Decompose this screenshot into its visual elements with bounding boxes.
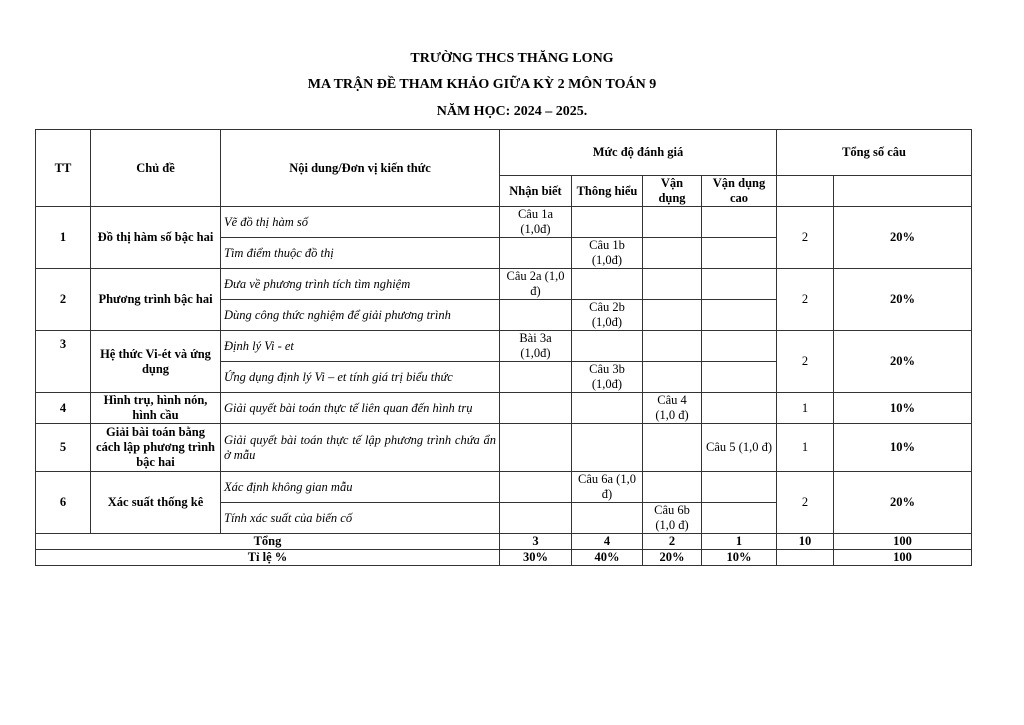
level-3-cell [643,269,702,300]
level-4-cell: Câu 5 (1,0 đ) [702,424,777,472]
total-level-2: 4 [572,534,643,550]
school-year: NĂM HỌC: 2024 – 2025. [436,104,588,119]
table-row [36,207,972,238]
topic-number: 3 [36,331,91,393]
level-1-cell [500,424,572,472]
question-count: 2 [777,269,834,331]
total-level-1: 3 [500,534,572,550]
level-1-cell [500,503,572,534]
level-2-cell: Câu 6a (1,0 đ) [572,472,643,503]
table-row [36,269,972,300]
level-3-cell: Câu 6b (1,0 đ) [643,503,702,534]
content-cell: Xác định không gian mẫu [221,472,500,503]
total-level-4: 1 [702,534,777,550]
content-cell: Đưa về phương trình tích tìm nghiệm [221,269,500,300]
question-count: 2 [777,207,834,269]
level-4-cell [702,472,777,503]
level-2-cell [572,331,643,362]
score-percent: 20% [834,331,972,393]
header-topic: Chủ đề [91,130,221,207]
level-1-cell: Câu 2a (1,0 đ) [500,269,572,300]
content-cell: Giải quyết bài toán thực tế liên quan đến hình trụ [221,393,500,424]
total-row [36,534,972,550]
topic-name: Phương trình bậc hai [91,269,221,331]
school-name: TRƯỜNG THCS THĂNG LONG [410,51,614,66]
ratio-level-2: 40% [572,550,643,566]
header-level-group: Mức độ đánh giá [500,130,777,176]
topic-name: Hệ thức Vi-ét và ứng dụng [91,331,221,393]
level-4-cell [702,362,777,393]
table-row [36,393,972,424]
content-cell: Định lý Vi - et [221,331,500,362]
level-4-cell [702,300,777,331]
question-count: 1 [777,393,834,424]
topic-name: Đồ thị hàm số bậc hai [91,207,221,269]
level-3-cell [643,238,702,269]
ratio-level-4: 10% [702,550,777,566]
level-1-cell [500,362,572,393]
header-level-3: Vận dụng [643,176,702,207]
total-count: 10 [777,534,834,550]
level-3-cell [643,472,702,503]
level-4-cell [702,331,777,362]
content-cell: Vẽ đồ thị hàm số [221,207,500,238]
ratio-percent: 100 [834,550,972,566]
document-title: MA TRẬN ĐỀ THAM KHẢO GIỮA KỲ 2 MÔN TOÁN 9 [307,77,657,92]
header-tt: TT [36,130,91,207]
header-total-questions: Tổng số câu [777,130,972,176]
content-cell: Tính xác suất của biến cố [221,503,500,534]
question-count: 1 [777,424,834,472]
level-1-cell [500,300,572,331]
topic-number: 5 [36,424,91,472]
content-cell: Giải quyết bài toán thực tế lập phương trình chứa ẩn ở mẫu [221,424,500,472]
level-3-cell [643,331,702,362]
content-cell: Ứng dụng định lý Vi – et tính giá trị biểu thức [221,362,500,393]
level-2-cell [572,269,643,300]
ratio-label: Tỉ lệ % [36,550,500,566]
score-percent: 10% [834,393,972,424]
header-content: Nội dung/Đơn vị kiến thức [221,130,500,207]
topic-number: 4 [36,393,91,424]
level-3-cell [643,424,702,472]
total-percent: 100 [834,534,972,550]
level-1-cell [500,472,572,503]
level-4-cell [702,269,777,300]
score-percent: 10% [834,424,972,472]
topic-number: 1 [36,207,91,269]
level-1-cell: Bài 3a (1,0đ) [500,331,572,362]
score-percent: 20% [834,207,972,269]
level-1-cell [500,393,572,424]
level-2-cell [572,424,643,472]
level-2-cell [572,393,643,424]
header-empty-percent [834,176,972,207]
topic-name: Hình trụ, hình nón, hình cầu [91,393,221,424]
level-2-cell: Câu 1b (1,0đ) [572,238,643,269]
header-level-4: Vận dụng cao [702,176,777,207]
content-cell: Dùng công thức nghiệm để giải phương trình [221,300,500,331]
level-2-cell [572,503,643,534]
level-4-cell [702,207,777,238]
table-row [36,331,972,362]
level-4-cell [702,503,777,534]
header-level-1: Nhận biết [500,176,572,207]
ratio-level-3: 20% [643,550,702,566]
header-level-2: Thông hiểu [572,176,643,207]
topic-name: Xác suất thống kê [91,472,221,534]
ratio-row [36,550,972,566]
level-1-cell: Câu 1a (1,0đ) [500,207,572,238]
ratio-empty [777,550,834,566]
table-row [36,472,972,503]
total-level-3: 2 [643,534,702,550]
topic-number: 6 [36,472,91,534]
level-3-cell: Câu 4 (1,0 đ) [643,393,702,424]
content-cell: Tìm điểm thuộc đồ thị [221,238,500,269]
question-count: 2 [777,472,834,534]
total-label: Tổng [36,534,500,550]
assessment-matrix-table [35,129,972,566]
level-3-cell [643,207,702,238]
level-2-cell: Câu 2b (1,0đ) [572,300,643,331]
score-percent: 20% [834,472,972,534]
question-count: 2 [777,331,834,393]
level-4-cell [702,238,777,269]
level-4-cell [702,393,777,424]
topic-number: 2 [36,269,91,331]
level-1-cell [500,238,572,269]
level-2-cell: Câu 3b (1,0đ) [572,362,643,393]
level-2-cell [572,207,643,238]
header-empty-count [777,176,834,207]
topic-name: Giải bài toán bằng cách lập phương trình bậc hai [91,424,221,472]
ratio-level-1: 30% [500,550,572,566]
level-3-cell [643,300,702,331]
header-row [36,130,972,176]
table-row [36,424,972,472]
score-percent: 20% [834,269,972,331]
level-3-cell [643,362,702,393]
